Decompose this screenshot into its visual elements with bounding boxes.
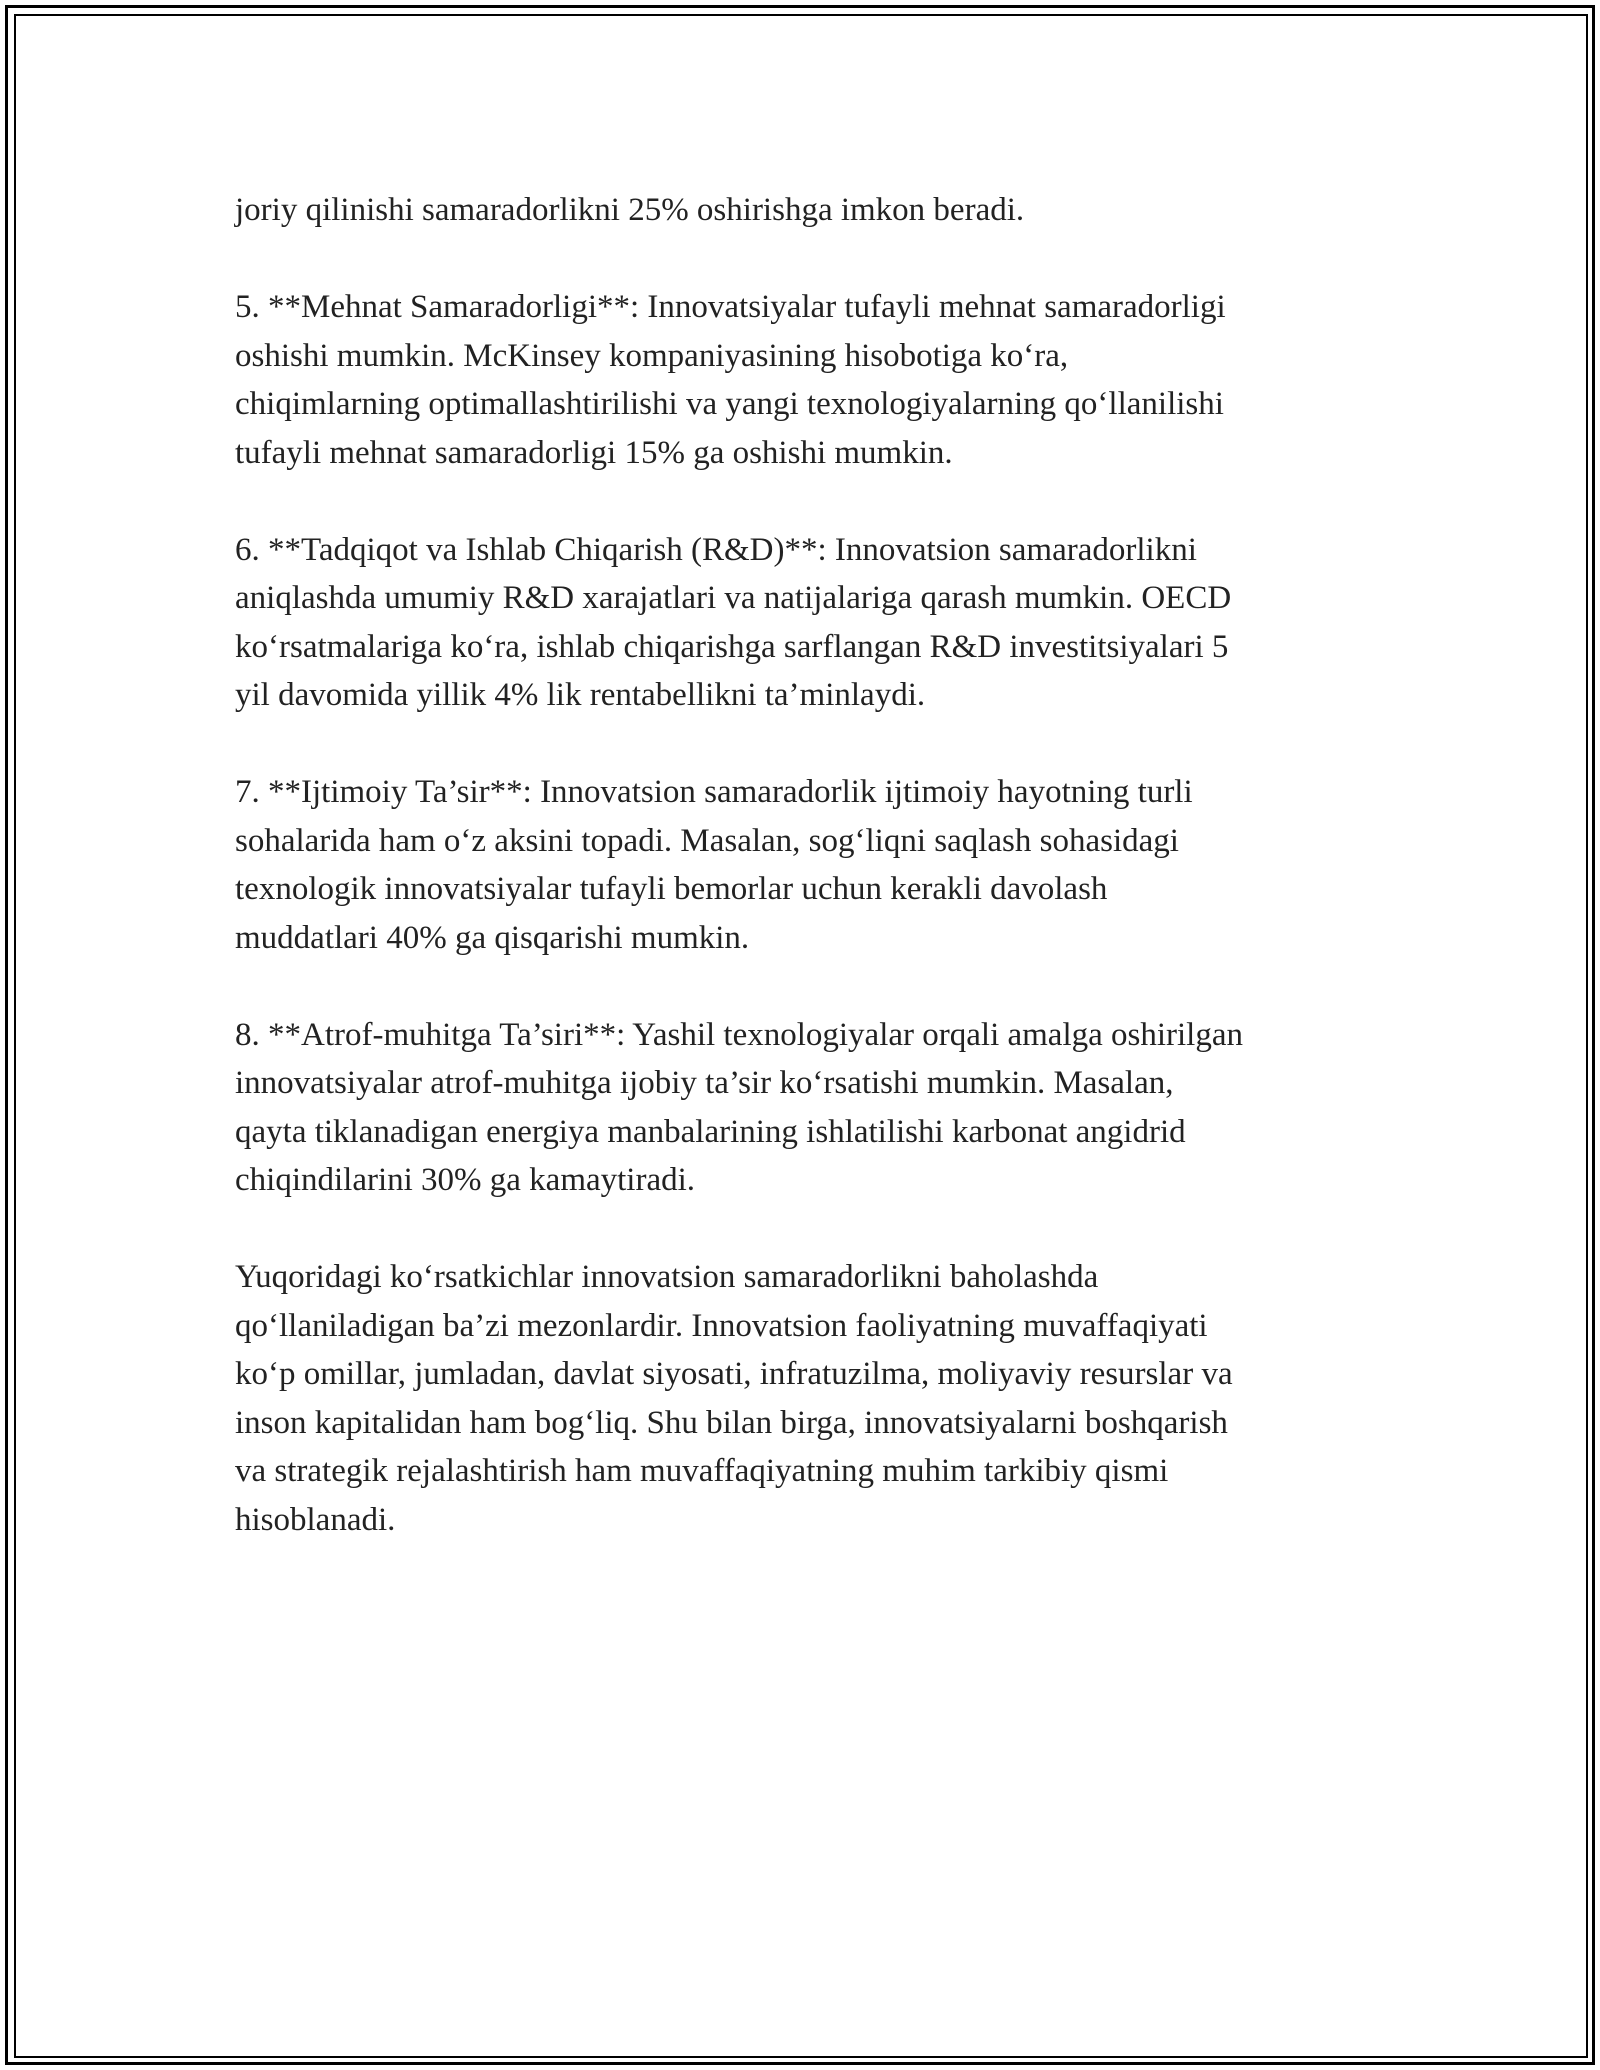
document-body (235, 186, 1365, 1593)
text-line: chiqindilarini 30% ga kamaytiradi. (235, 1162, 696, 1198)
text-line: qo‘llaniladigan ba’zi mezonlardir. Innovatsion faoliyatning muvaffaqiyati (235, 1307, 1208, 1344)
text-line: inson kapitalidan ham bog‘liq. Shu bilan birga, innovatsiyalarni boshqarish (235, 1404, 1228, 1441)
text-line: 8. **Atrof-muhitga Ta’siri**: Yashil texnologiyalar orqali amalga oshirilgan (235, 1016, 1243, 1053)
text-line: 5. **Mehnat Samaradorligi**: Innovatsiyalar tufayli mehnat samaradorligi (235, 289, 1226, 325)
paragraph-item-8 (235, 1011, 1365, 1205)
text-line: joriy qilinishi samaradorlikni 25% oshirishga imkon beradi. (235, 192, 1025, 228)
text-line: hisoblanadi. (235, 1501, 396, 1538)
text-line: oshishi mumkin. McKinsey kompaniyasining hisobotiga ko‘ra, (235, 337, 1069, 374)
text-line: chiqimlarning optimallashtirilishi va yangi texnologiyalarning qo‘llanilishi (235, 386, 1224, 422)
text-line: 7. **Ijtimoiy Ta’sir**: Innovatsion samaradorlik ijtimoiy hayotning turli (235, 774, 1193, 810)
text-line: ko‘p omillar, jumladan, davlat siyosati, infratuzilma, moliyaviy resurslar va (235, 1356, 1233, 1392)
paragraph-item-6 (235, 526, 1365, 720)
text-line: qayta tiklanadigan energiya manbalarining ishlatilishi karbonat angidrid (235, 1113, 1186, 1150)
text-line: texnologik innovatsiyalar tufayli bemorlar uchun kerakli davolash (235, 871, 1108, 907)
paragraph-item-7 (235, 768, 1365, 962)
text-line: 6. **Tadqiqot va Ishlab Chiqarish (R&D)**: Innovatsion samaradorlikni (235, 531, 1197, 568)
paragraph-continuation (235, 186, 1365, 235)
text-line: muddatlari 40% ga qisqarishi mumkin. (235, 919, 750, 956)
text-line: innovatsiyalar atrof-muhitga ijobiy ta’sir ko‘rsatishi mumkin. Masalan, (235, 1065, 1174, 1101)
paragraph-conclusion (235, 1253, 1365, 1544)
text-line: yil davomida yillik 4% lik rentabellikni ta’minlaydi. (235, 677, 926, 713)
text-line: tufayli mehnat samaradorligi 15% ga oshishi mumkin. (235, 434, 953, 471)
text-line: ko‘rsatmalariga ko‘ra, ishlab chiqarishga sarflangan R&D investitsiyalari 5 (235, 628, 1229, 665)
text-line: sohalarida ham o‘z aksini topadi. Masalan, sog‘liqni saqlash sohasidagi (235, 822, 1179, 859)
text-line: Yuqoridagi ko‘rsatkichlar innovatsion samaradorlikni baholashda (235, 1259, 1099, 1295)
text-line: aniqlashda umumiy R&D xarajatlari va natijalariga qarash mumkin. OECD (235, 580, 1232, 616)
text-line: va strategik rejalashtirish ham muvaffaqiyatning muhim tarkibiy qismi (235, 1453, 1169, 1489)
paragraph-item-5 (235, 283, 1365, 477)
